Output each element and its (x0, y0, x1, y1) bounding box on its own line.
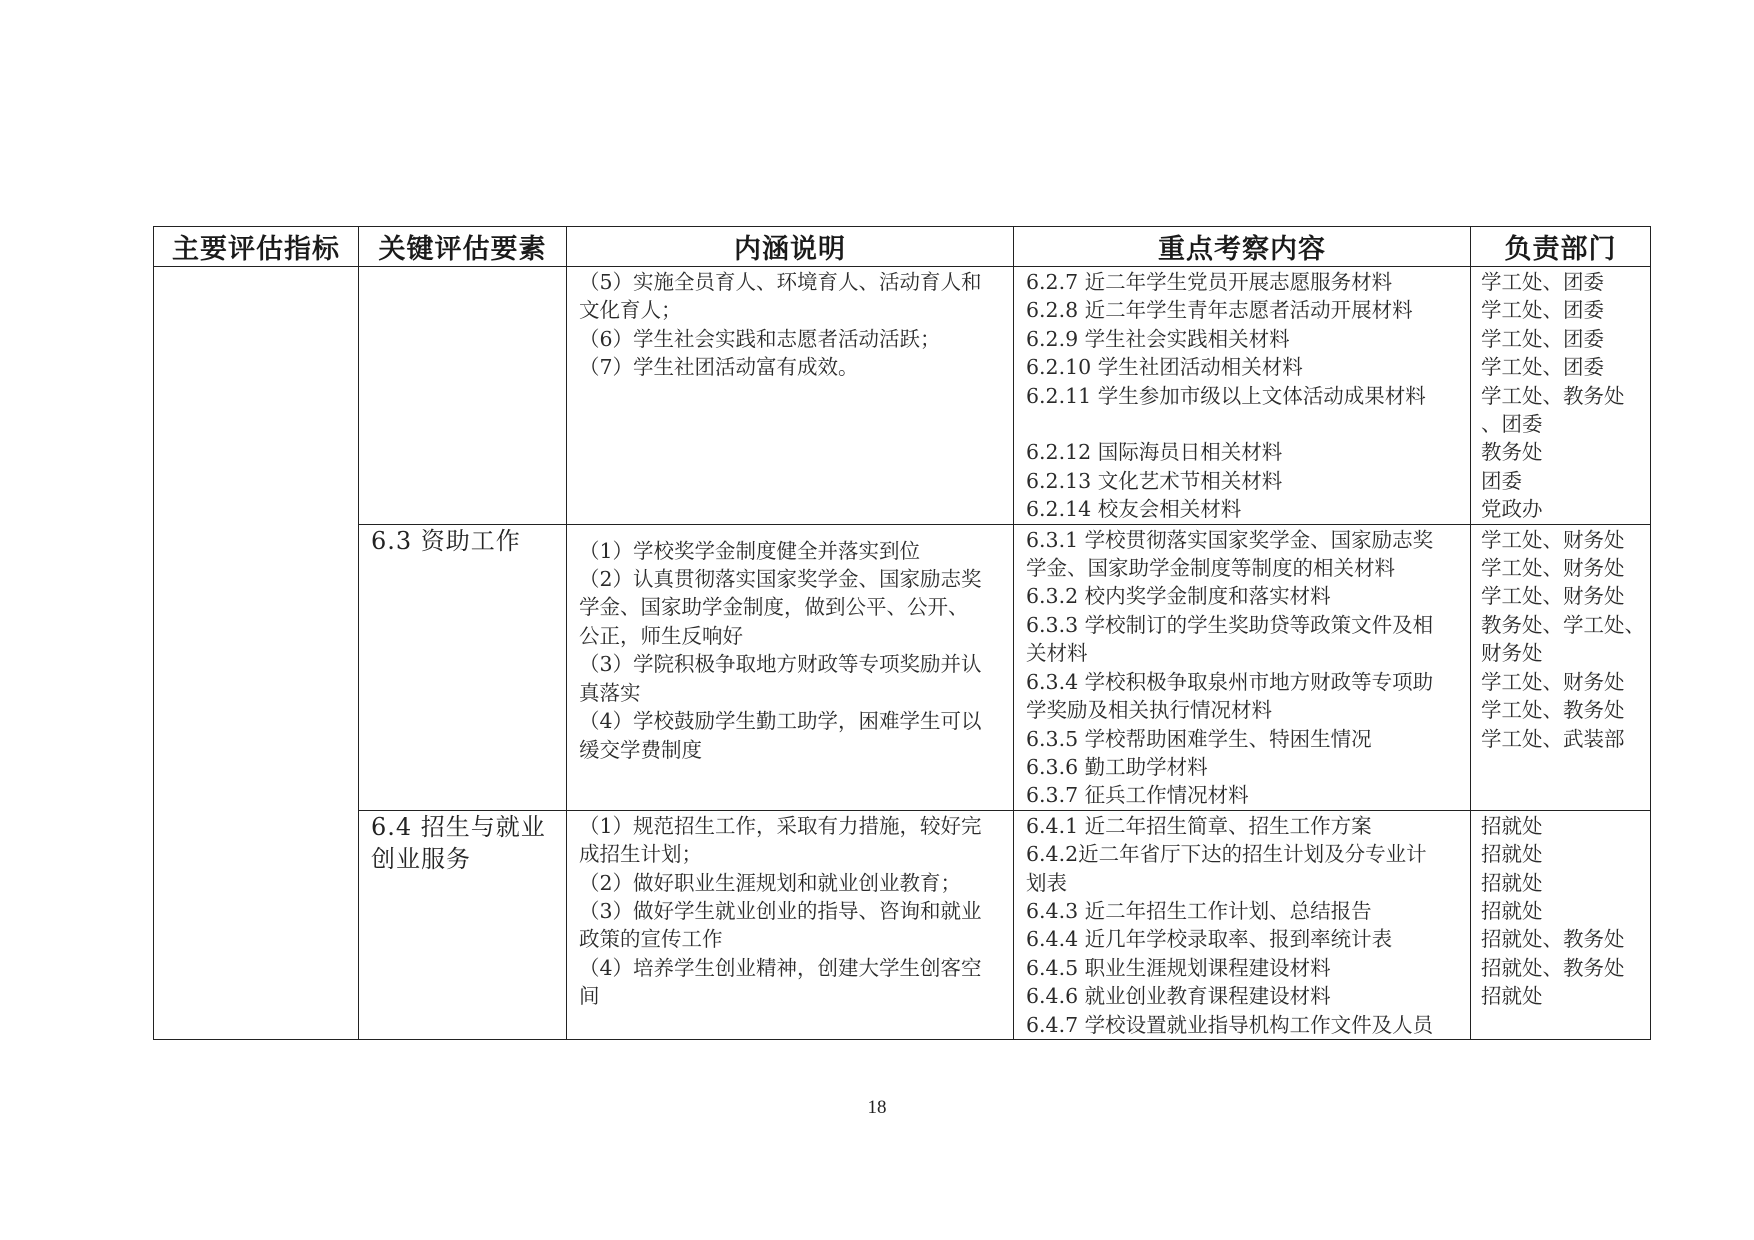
key-element-label: 6.3 资助工作 (371, 526, 521, 555)
review-item: 6.3.7 征兵工作情况材料 (1026, 783, 1249, 808)
description-line: （1）学校奖学金制度健全并落实到位 (579, 538, 921, 563)
department-entry: 招就处 (1481, 870, 1543, 895)
description-cell-6-3 (567, 524, 1014, 810)
header-main-indicator: 主要评估指标 (154, 227, 359, 267)
review-item: 6.3.1 学校贯彻落实国家奖学金、国家励志奖 (1026, 527, 1434, 552)
department-entry: 招就处 (1481, 813, 1543, 838)
key-element-label: 6.4 招生与就业 (371, 812, 546, 841)
review-item: 6.2.9 学生社会实践相关材料 (1026, 326, 1290, 351)
description-line: （6）学生社会实践和志愿者活动活跃； (579, 326, 941, 351)
review-item: 学金、国家助学金制度等制度的相关材料 (1026, 556, 1395, 581)
department-cell-6-4 (1471, 810, 1651, 1039)
review-item: 6.4.3 近二年招生工作计划、总结报告 (1026, 898, 1372, 923)
review-item: 6.4.5 职业生涯规划课程建设材料 (1026, 955, 1331, 980)
header-review-content: 重点考察内容 (1014, 227, 1471, 267)
department-entry: 学工处、武装部 (1481, 726, 1625, 751)
review-item: 6.3.2 校内奖学金制度和落实材料 (1026, 584, 1331, 609)
review-item: 关材料 (1026, 641, 1088, 666)
review-item: 6.4.6 就业创业教育课程建设材料 (1026, 984, 1331, 1009)
department-entry: 、团委 (1481, 412, 1543, 437)
description-line: （5）实施全员育人、环境育人、活动育人和 (579, 270, 982, 294)
department-entry: 招就处 (1481, 984, 1543, 1009)
table-row-6-4 (154, 810, 1651, 1039)
header-key-element: 关键评估要素 (359, 227, 567, 267)
department-entry: 学工处、财务处 (1481, 584, 1625, 609)
review-content-cell-6-2 (1014, 267, 1471, 525)
review-item: 6.2.12 国际海员日相关材料 (1026, 440, 1283, 465)
department-entry: 学工处、教务处 (1481, 383, 1625, 408)
description-line: （4）培养学生创业精神，创建大学生创客空 (579, 955, 982, 980)
main-indicator-cell (154, 267, 359, 1040)
description-line: 真落实 (579, 680, 641, 705)
review-item: 6.3.5 学校帮助困难学生、特困生情况 (1026, 726, 1372, 751)
department-entry: 学工处、团委 (1481, 270, 1604, 294)
review-item: 6.4.1 近二年招生简章、招生工作方案 (1026, 813, 1372, 838)
department-entry: 招就处 (1481, 898, 1543, 923)
description-line: 成招生计划； (579, 842, 702, 867)
description-line: （1）规范招生工作，采取有力措施，较好完 (579, 813, 982, 838)
review-item: 6.4.4 近几年学校录取率、报到率统计表 (1026, 927, 1393, 952)
evaluation-table (153, 226, 1651, 1040)
department-cell-6-2 (1471, 267, 1651, 525)
review-item: 6.2.7 近二年学生党员开展志愿服务材料 (1026, 270, 1393, 294)
description-line: （2）认真贯彻落实国家奖学金、国家励志奖 (579, 567, 982, 592)
review-item: 6.4.2近二年省厅下达的招生计划及分专业计 (1026, 842, 1427, 867)
description-line: （3）学院积极争取地方财政等专项奖励并认 (579, 652, 982, 677)
department-entry: 学工处、团委 (1481, 326, 1604, 351)
description-line: 政策的宣传工作 (579, 927, 723, 952)
description-cell-6-4 (567, 810, 1014, 1039)
review-item: 6.3.4 学校积极争取泉州市地方财政等专项助 (1026, 669, 1434, 694)
description-line: （3）做好学生就业创业的指导、咨询和就业 (579, 898, 982, 923)
review-item: 学奖励及相关执行情况材料 (1026, 698, 1272, 723)
department-entry: 学工处、财务处 (1481, 556, 1625, 581)
review-item: 6.2.8 近二年学生青年志愿者活动开展材料 (1026, 298, 1413, 323)
review-item: 6.2.13 文化艺术节相关材料 (1026, 468, 1283, 493)
description-line: （2）做好职业生涯规划和就业创业教育； (579, 870, 962, 895)
department-cell-6-3 (1471, 524, 1651, 810)
department-entry: 团委 (1481, 468, 1522, 493)
key-element-cell-6-2 (359, 267, 567, 525)
department-entry: 招就处、教务处 (1481, 955, 1625, 980)
table-header-row (154, 227, 1651, 267)
review-content-cell-6-4 (1014, 810, 1471, 1039)
review-item-spacer (1026, 410, 1460, 438)
department-entry: 学工处、教务处 (1481, 698, 1625, 723)
description-line: （4）学校鼓励学生勤工助学，困难学生可以 (579, 709, 982, 734)
review-item: 6.3.3 学校制订的学生奖助贷等政策文件及相 (1026, 612, 1434, 637)
description-line: （7）学生社团活动富有成效。 (579, 355, 859, 380)
department-entry: 招就处、教务处 (1481, 927, 1625, 952)
review-item: 6.3.6 勤工助学材料 (1026, 754, 1208, 779)
department-entry: 学工处、团委 (1481, 298, 1604, 323)
department-entry: 学工处、财务处 (1481, 669, 1625, 694)
description-line: 公正，师生反响好 (579, 623, 743, 648)
review-item: 划表 (1026, 870, 1067, 895)
table-row-6-2 (154, 267, 1651, 525)
table-row-6-3 (154, 524, 1651, 810)
review-content-cell-6-3 (1014, 524, 1471, 810)
header-department: 负责部门 (1471, 227, 1651, 267)
department-entry: 教务处 (1481, 440, 1543, 465)
department-entry: 教务处、学工处、 (1481, 612, 1645, 637)
key-element-cell-6-4 (359, 810, 567, 1039)
page-number: 18 (867, 1097, 887, 1118)
description-line: 文化育人； (579, 298, 682, 323)
description-cell-6-2 (567, 267, 1014, 525)
department-entry: 学工处、财务处 (1481, 527, 1625, 552)
department-entry: 学工处、团委 (1481, 355, 1604, 380)
review-item: 6.4.7 学校设置就业指导机构工作文件及人员 (1026, 1012, 1434, 1037)
department-entry: 财务处 (1481, 641, 1543, 666)
description-line: 学金、国家助学金制度，做到公平、公开、 (579, 595, 969, 620)
description-line: 缓交学费制度 (579, 737, 702, 762)
description-line: 间 (579, 984, 600, 1009)
header-description: 内涵说明 (567, 227, 1014, 267)
review-item: 6.2.14 校友会相关材料 (1026, 497, 1242, 522)
review-item: 6.2.11 学生参加市级以上文体活动成果材料 (1026, 383, 1426, 408)
department-entry: 招就处 (1481, 842, 1543, 867)
key-element-cell-6-3 (359, 524, 567, 810)
key-element-label: 创业服务 (371, 844, 471, 873)
review-item: 6.2.10 学生社团活动相关材料 (1026, 355, 1303, 380)
department-entry: 党政办 (1481, 497, 1543, 522)
